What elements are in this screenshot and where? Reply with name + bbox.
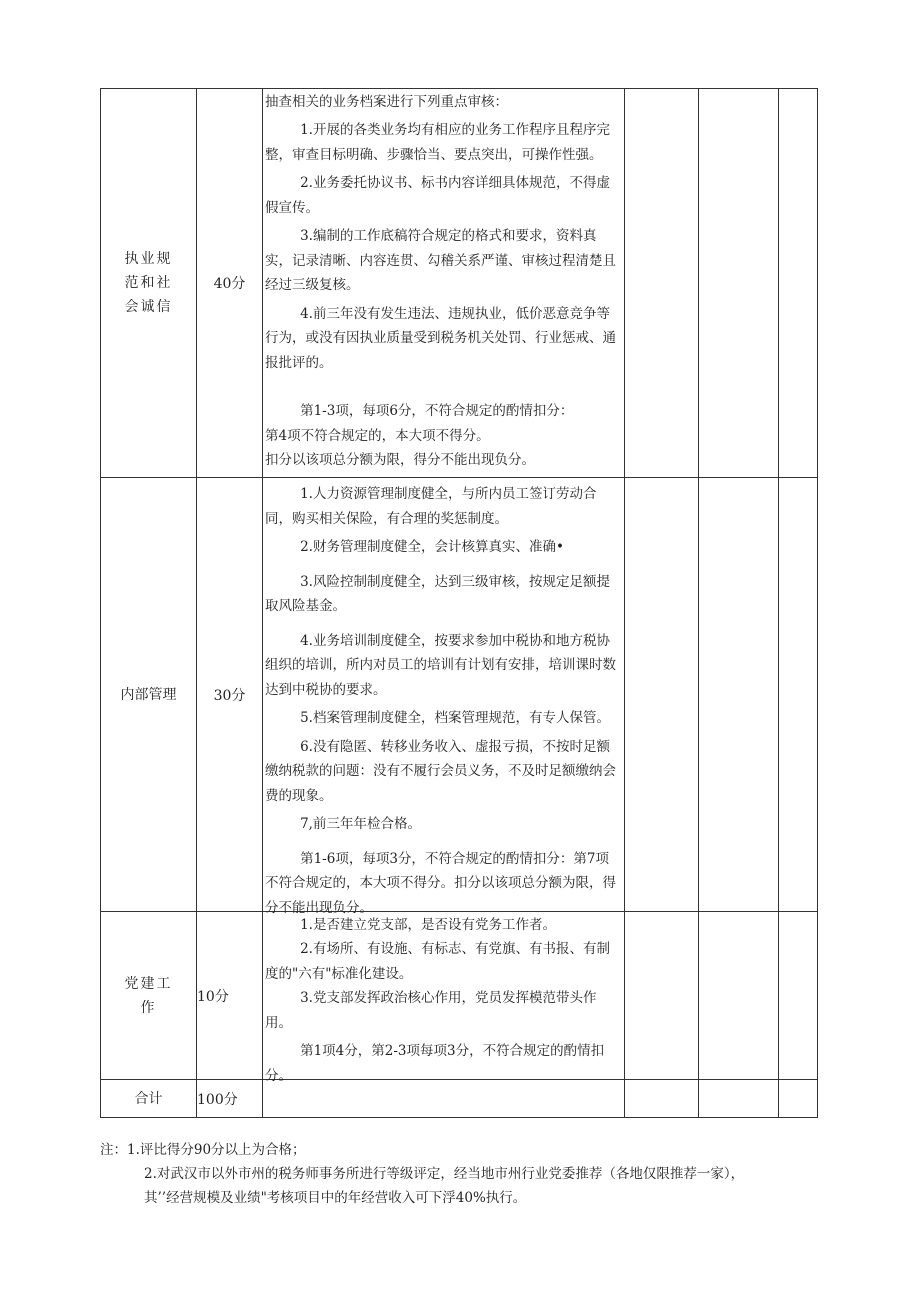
table-row <box>101 89 818 478</box>
empty-cell <box>699 478 779 912</box>
category-cell <box>101 1080 197 1118</box>
score-cell <box>197 478 263 912</box>
criteria-line: 第1项4分，第2-3项每项3分，不符合规定的酌情扣分。 <box>265 1043 605 1084</box>
category-label: 党建工作 <box>124 975 173 1016</box>
empty-cell <box>779 912 818 1080</box>
criteria-line: 6.没有隐匿、转移业务收入、虚报亏损，不按时足额缴纳税款的问题：没有不履行会员义务，不及时足额缴纳会费的现象。 <box>265 738 616 804</box>
evaluation-table <box>100 88 818 1118</box>
criteria-line: 5.档案管理制度健全，档案管理规范，有专人保管。 <box>300 710 610 726</box>
criteria-line: 第1-6项，每项3分，不符合规定的酌情扣分：第7项不符合规定的，本大项不得分。扣分以该项总分额为限，得分不能出现负分。 <box>265 850 616 916</box>
criteria-line: 3.党支部发挥政治核心作用，党员发挥模范带头作用。 <box>265 990 597 1031</box>
category-cell <box>101 478 197 912</box>
score-label: 100分 <box>197 1091 238 1108</box>
empty-cell <box>699 912 779 1080</box>
criteria-line: 抽查相关的业务档案进行下列重点审核： <box>265 93 508 110</box>
criteria-line: 7,前三年年检合格。 <box>300 816 421 832</box>
score-cell <box>197 912 263 1080</box>
note-line: 其’’经营规模及业绩"考核项目中的年经营收入可下浮40%执行。 <box>144 1190 527 1206</box>
criteria-cell <box>263 912 625 1084</box>
criteria-line: 1.是否建立党支部，是否设有党务工作者。 <box>300 916 556 933</box>
criteria-line: 4.前三年没有发生违法、违规执业，低价恶意竞争等行为，或没有因执业质量受到税务机关处罚、行业惩戒、通报批评的。 <box>265 305 616 371</box>
notes-section <box>100 1138 840 1210</box>
empty-cell <box>625 89 699 478</box>
empty-cell <box>779 478 818 912</box>
category-label: 内部管理 <box>120 686 177 703</box>
criteria-line: 1.人力资源管理制度健全，与所内员工签订劳动合同，购买相关保险，有合理的奖惩制度。 <box>265 486 597 527</box>
criteria-line: 3.编制的工作底稿符合规定的格式和要求，资料真实，记录清晰、内容连贯、勾稽关系严谨、审核过程清楚且经过三级复核。 <box>265 228 616 293</box>
category-cell <box>101 912 197 1080</box>
criteria-line: 第4项不符合规定的，本大项不得分。 <box>265 427 490 444</box>
criteria-line: 4.业务培训制度健全，按要求参加中税协和地方税协组织的培训，所内对员工的培训有计划有安排，培训课时数达到中税协的要求。 <box>265 632 616 698</box>
criteria-cell <box>263 478 625 916</box>
score-label: 30分 <box>213 687 246 704</box>
table-row <box>101 1080 818 1118</box>
table-row <box>101 478 818 912</box>
criteria-cell <box>263 89 625 478</box>
empty-cell <box>699 1080 779 1118</box>
empty-cell <box>263 1080 625 1118</box>
criteria-line: 2.有场所、有设施、有标志、有党旗、有书报、有制度的"六有"标准化建设。 <box>265 941 610 982</box>
score-label: 10分 <box>197 988 229 1005</box>
empty-cell <box>625 478 699 912</box>
score-cell <box>197 89 263 478</box>
criteria-line: 3.风险控制制度健全，达到三级审核，按规定足额提取风险基金。 <box>265 573 610 614</box>
empty-cell <box>625 1080 699 1118</box>
category-label: 合计 <box>134 1090 163 1107</box>
category-label: 执业规范和社会诚信 <box>124 251 173 315</box>
note-line: 2.对武汉市以外市州的税务师事务所进行等级评定，经当地市州行业党委推荐（各地仅限推荐一家）， <box>144 1166 745 1182</box>
empty-cell <box>699 89 779 478</box>
score-label: 40分 <box>213 276 246 292</box>
score-cell <box>197 1080 263 1118</box>
criteria-line: 第1-3项，每项6分，不符合规定的酌情扣分： <box>300 403 574 419</box>
criteria-line: 2.财务管理制度健全，会计核算真实、准确• <box>300 539 564 555</box>
empty-cell <box>779 1080 818 1118</box>
note-line: 注：1.评比得分90分以上为合格； <box>100 1142 306 1158</box>
criteria-line: 1.开展的各类业务均有相应的业务工作程序且程序完整，审查目标明确、步骤恰当、要点突出，可操作性强。 <box>265 122 610 163</box>
criteria-line: 2.业务委托协议书、标书内容详细具体规范，不得虚假宣传。 <box>265 175 610 216</box>
criteria-line: 扣分以该项总分额为限，得分不能出现负分。 <box>265 452 535 468</box>
empty-cell <box>625 912 699 1080</box>
table-row <box>101 912 818 1080</box>
empty-cell <box>779 89 818 478</box>
category-cell <box>101 89 197 478</box>
